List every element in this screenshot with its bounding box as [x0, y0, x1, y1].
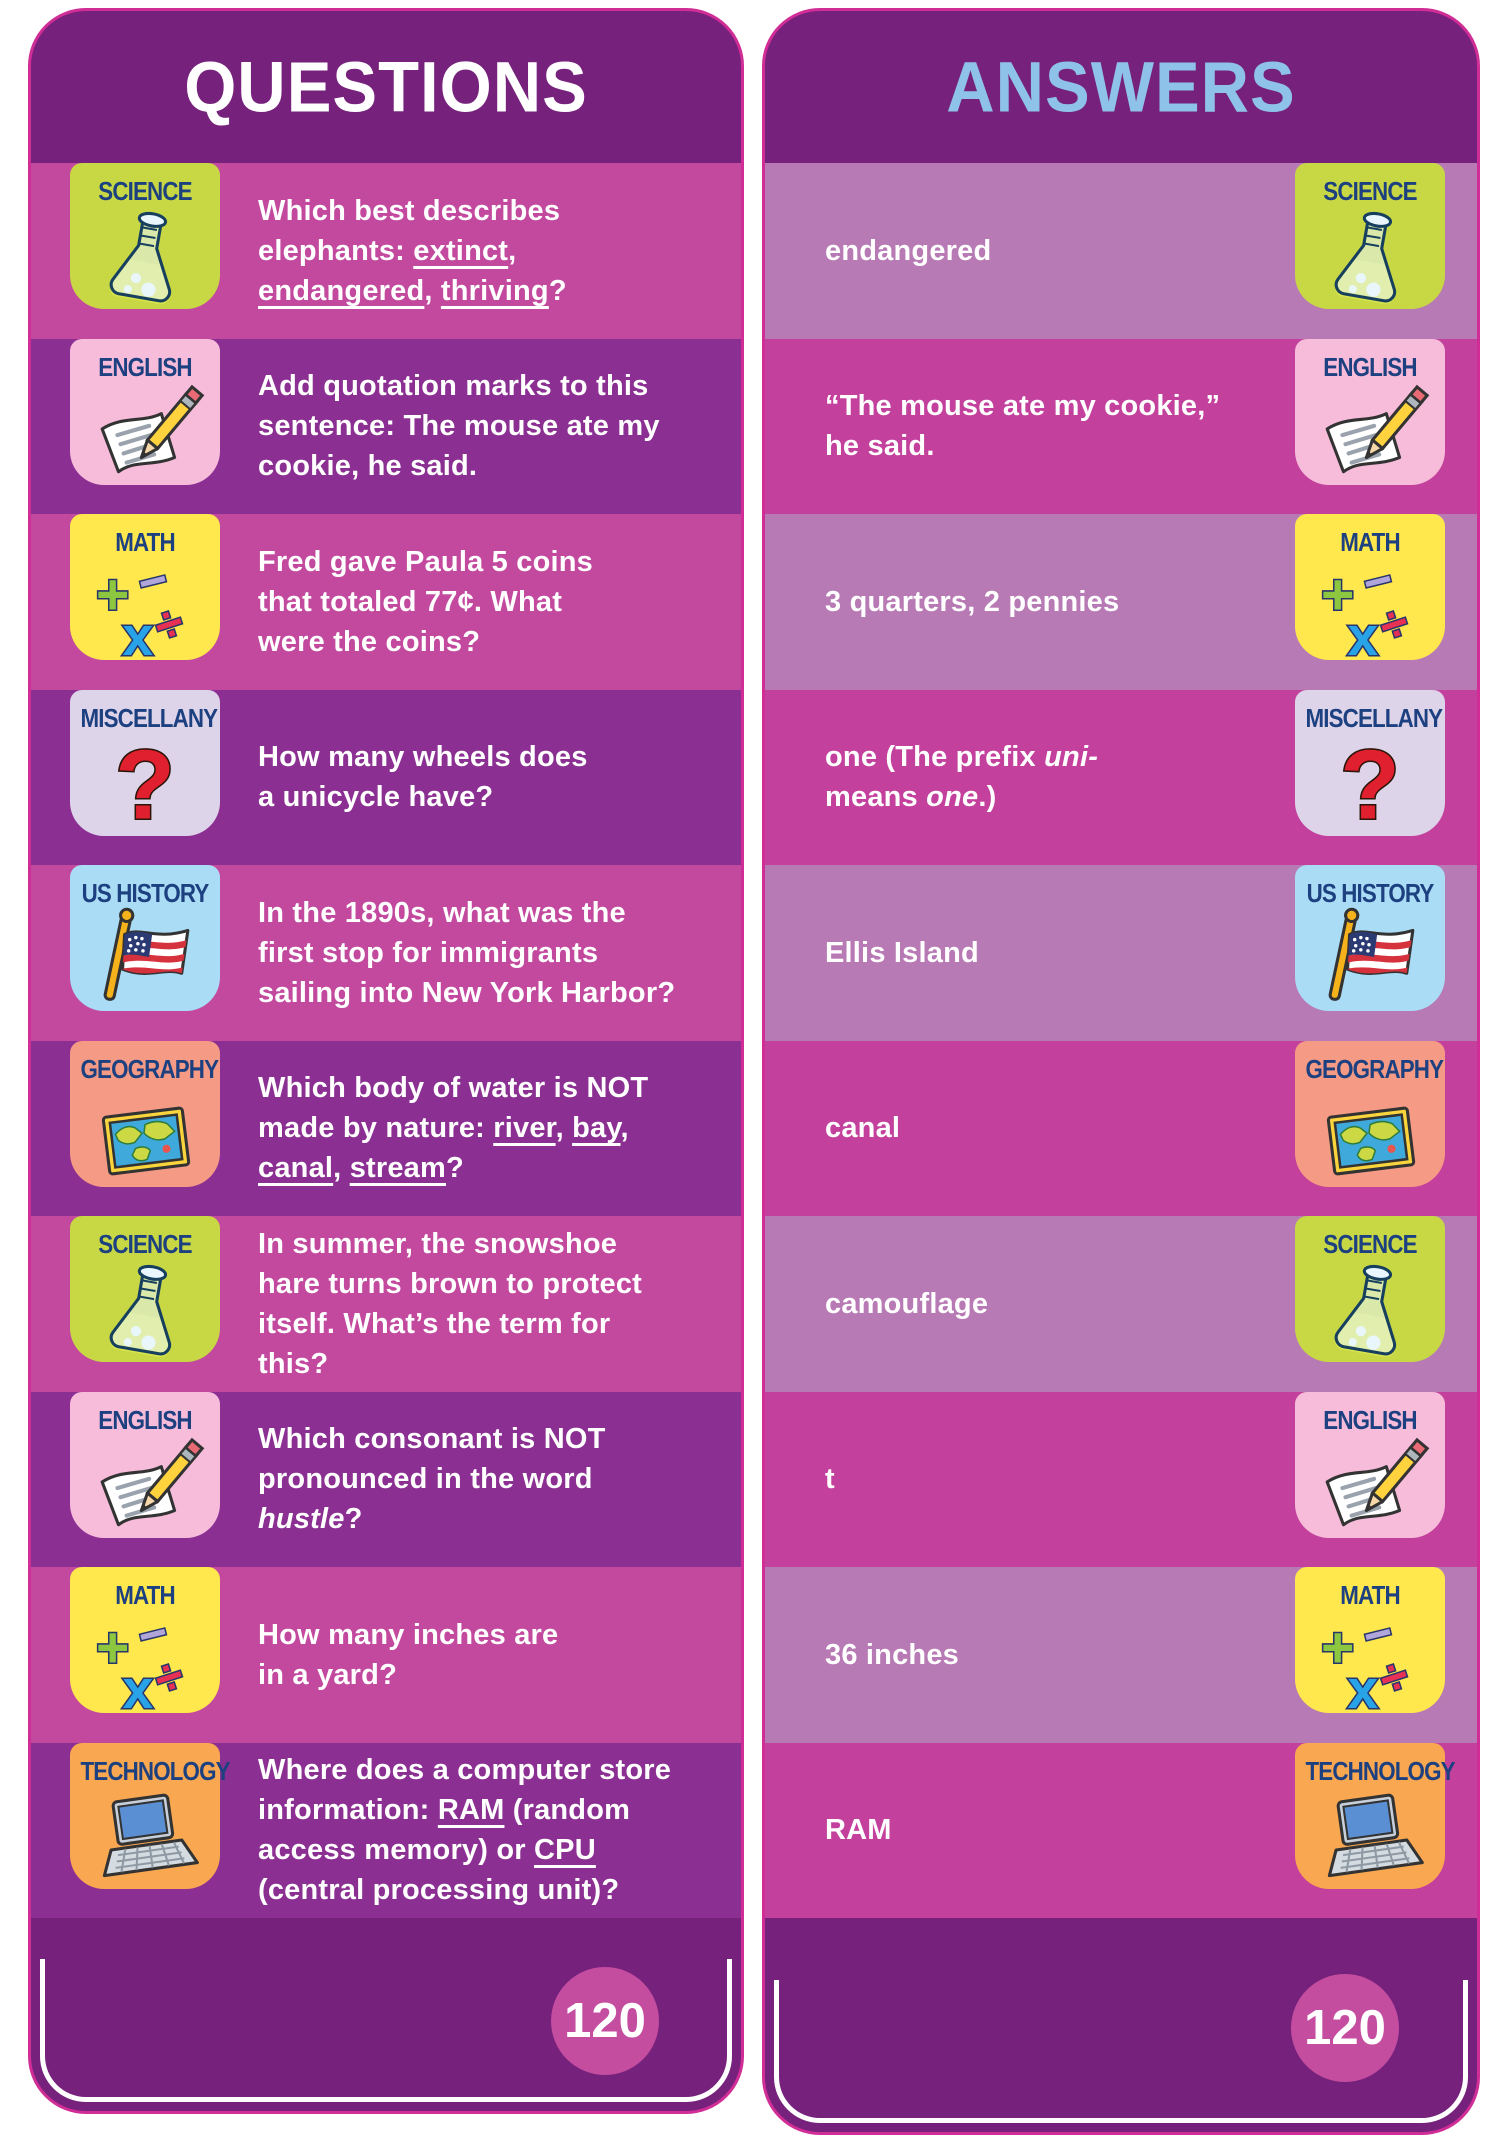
category-badge [70, 1392, 220, 1538]
answers-rows [765, 163, 1477, 1918]
category-badge [1295, 690, 1445, 840]
category-label: ENGLISH [98, 351, 192, 382]
category-badge [70, 514, 220, 667]
question-text: Which best describes elephants: extinct, endangered, thriving? [258, 194, 567, 307]
card-row [31, 1743, 741, 1919]
us-flag-icon [1319, 901, 1421, 1017]
flask-icon [94, 199, 196, 315]
questions-footer [31, 1918, 741, 2111]
card-row [31, 690, 741, 866]
category-badge [1295, 1567, 1445, 1720]
category-label: MATH [115, 1580, 175, 1610]
card-number-badge: 120 [1291, 1974, 1399, 2082]
card-row [31, 1216, 741, 1392]
category-badge [70, 1041, 220, 1187]
question-mark-icon [1319, 726, 1421, 842]
paper-pencil-icon [94, 375, 196, 491]
category-badge [1295, 514, 1445, 667]
category-badge [1295, 163, 1445, 309]
question-text: How many inches are in a yard? [258, 1618, 559, 1691]
card-row [765, 163, 1477, 339]
answers-title: ANSWERS [946, 47, 1296, 127]
answers-footer [765, 1918, 1477, 2132]
answer-text: endangered [825, 234, 992, 267]
paper-pencil-icon [94, 1428, 196, 1544]
card-row [31, 163, 741, 339]
answer-text: “The mouse ate my cookie,” he said. [825, 390, 1221, 463]
answer-text: camouflage [825, 1287, 989, 1320]
category-label: SCIENCE [1323, 176, 1417, 206]
category-label: TECHNOLOGY [80, 1755, 230, 1786]
svg-text:−: − [132, 552, 174, 612]
card-row [31, 865, 741, 1041]
category-label: ENGLISH [1323, 1404, 1417, 1435]
question-text: How many wheels does a unicycle have? [258, 741, 588, 814]
question-mark-icon [94, 726, 196, 842]
world-map-icon [1319, 1077, 1421, 1193]
flask-icon [94, 1252, 196, 1368]
category-label: MISCELLANY [1305, 702, 1443, 733]
category-badge [1295, 1216, 1445, 1362]
answer-text: RAM [825, 1814, 892, 1847]
paper-pencil-icon [1319, 375, 1421, 491]
svg-text:+: + [1321, 563, 1355, 628]
card-row [765, 339, 1477, 515]
us-flag-icon [94, 901, 196, 1017]
category-label: SCIENCE [1323, 1229, 1417, 1259]
laptop-icon [94, 1779, 196, 1895]
math-symbols-icon [1319, 1603, 1421, 1719]
category-label: GEOGRAPHY [80, 1053, 219, 1084]
category-badge [70, 1216, 220, 1362]
svg-text:÷: ÷ [147, 1647, 191, 1708]
card-row [765, 1567, 1477, 1743]
card-number-badge: 120 [551, 1967, 659, 2075]
category-label: MATH [1340, 527, 1400, 557]
paper-pencil-icon [1319, 1428, 1421, 1544]
category-label: MATH [1340, 1580, 1400, 1610]
answers-card [762, 8, 1480, 2135]
card-row [31, 514, 741, 690]
svg-text:÷: ÷ [1372, 1647, 1416, 1708]
svg-text:÷: ÷ [147, 594, 191, 655]
category-label: SCIENCE [98, 176, 192, 206]
svg-text:+: + [1321, 1616, 1355, 1681]
category-badge [1295, 1743, 1455, 1889]
questions-rows [31, 163, 741, 1918]
category-badge [70, 1743, 230, 1889]
category-label: GEOGRAPHY [1305, 1053, 1444, 1084]
category-label: MISCELLANY [80, 702, 218, 733]
question-text: Which body of water is NOT made by nature: river, bay, canal, stream? [258, 1072, 649, 1185]
category-label: ENGLISH [98, 1404, 192, 1435]
answer-text: one (The prefix uni- means one.) [825, 741, 1099, 814]
category-badge [1295, 1392, 1445, 1538]
card-row [765, 1392, 1477, 1568]
card-row [765, 1041, 1477, 1217]
category-label: TECHNOLOGY [1305, 1755, 1455, 1786]
questions-card [28, 8, 744, 2114]
svg-text:−: − [1357, 1605, 1399, 1665]
card-row [765, 1743, 1477, 1919]
card-row [31, 1567, 741, 1743]
category-label: ENGLISH [1323, 351, 1417, 382]
question-text: In summer, the snowshoe hare turns brown to protect itself. What’s the term for this? [258, 1227, 643, 1380]
question-text: Fred gave Paula 5 coins that totaled 77¢. What were the coins? [258, 545, 594, 658]
card-row [765, 514, 1477, 690]
question-text: Where does a computer store information: RAM (random access memory) or CPU (central processing unit)? [258, 1754, 672, 1907]
category-badge [1295, 865, 1445, 1011]
flask-icon [1319, 199, 1421, 315]
questions-title: QUESTIONS [184, 47, 588, 127]
svg-text:÷: ÷ [1372, 594, 1416, 655]
answer-text: 3 quarters, 2 pennies [825, 585, 1120, 618]
category-badge [70, 865, 220, 1011]
answers-header [765, 11, 1477, 163]
question-text: Which consonant is NOT pronounced in the word hustle? [258, 1423, 606, 1536]
card-row [765, 1216, 1477, 1392]
question-text: Add quotation marks to this sentence: The mouse ate my cookie, he said. [258, 370, 660, 483]
category-label: US HISTORY [1306, 878, 1434, 908]
question-text: In the 1890s, what was the first stop for immigrants sailing into New York Harbor? [258, 896, 676, 1009]
card-row [31, 1392, 741, 1568]
world-map-icon [94, 1077, 196, 1193]
flask-icon [1319, 1252, 1421, 1368]
card-row [31, 1041, 741, 1217]
svg-text:?: ? [115, 729, 175, 840]
answer-text: t [825, 1463, 835, 1496]
svg-text:x: x [122, 604, 154, 667]
category-badge [70, 163, 220, 309]
laptop-icon [1319, 1779, 1421, 1895]
category-badge [70, 1567, 220, 1720]
category-badge [70, 690, 220, 840]
svg-text:x: x [122, 1657, 154, 1720]
math-symbols-icon [94, 1603, 196, 1719]
category-label: SCIENCE [98, 1229, 192, 1259]
questions-header [31, 11, 741, 163]
svg-text:−: − [132, 1605, 174, 1665]
card-row [765, 865, 1477, 1041]
category-label: US HISTORY [81, 878, 209, 908]
category-label: MATH [115, 527, 175, 557]
svg-text:x: x [1347, 604, 1379, 667]
answer-text: 36 inches [825, 1638, 959, 1671]
svg-text:+: + [96, 563, 130, 628]
category-badge [70, 339, 220, 485]
card-row [765, 690, 1477, 866]
answer-text: Ellis Island [825, 936, 979, 969]
svg-text:x: x [1347, 1657, 1379, 1720]
card-row [31, 339, 741, 515]
answer-text: canal [825, 1112, 901, 1145]
svg-text:+: + [96, 1616, 130, 1681]
category-badge [1295, 339, 1445, 485]
math-symbols-icon [1319, 550, 1421, 666]
svg-text:−: − [1357, 552, 1399, 612]
math-symbols-icon [94, 550, 196, 666]
category-badge [1295, 1041, 1445, 1187]
svg-text:?: ? [1340, 729, 1400, 840]
